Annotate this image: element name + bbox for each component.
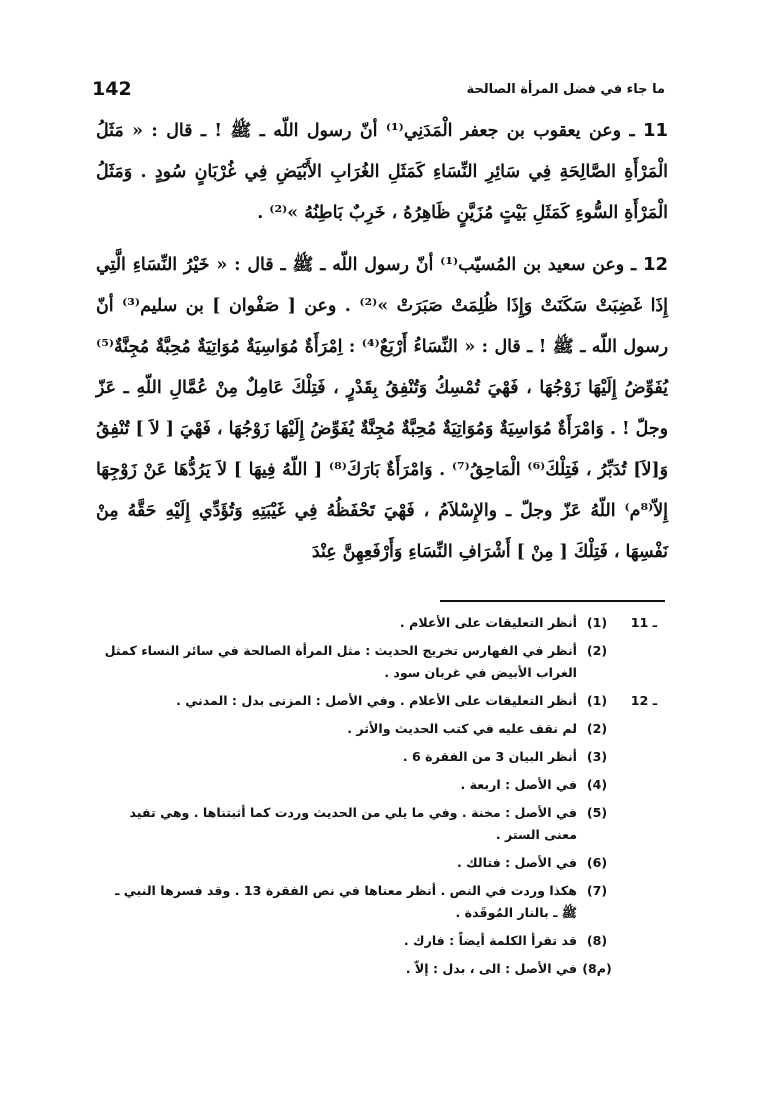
footnote-text: لم نقف عليه في كتب الحديث والأثر . bbox=[347, 721, 577, 736]
footnote-marker: (2) bbox=[586, 643, 608, 658]
footnote-marker: (4) bbox=[586, 777, 608, 792]
footnote-marker: (6) bbox=[586, 855, 608, 870]
footnote-marker: (7) bbox=[586, 883, 608, 898]
footnote-text: قد تقرأ الكلمة أيضاً : فارك . bbox=[403, 933, 577, 948]
paragraph-11 bbox=[96, 110, 668, 234]
footnote-text: هكذا وردت في النص . أنظر معناها في نص الفقرة 13 . وقد فسرها النبي ـ ﷺ ـ بالنار المُوقَدة . bbox=[115, 883, 577, 920]
footnote-text: أنظر البيان 3 من الفقرة 6 . bbox=[402, 749, 577, 764]
footnote-marker: (3) bbox=[586, 749, 608, 764]
footnote-item bbox=[104, 690, 657, 712]
paragraph-number: 11 bbox=[642, 120, 669, 141]
main-text bbox=[96, 110, 668, 583]
footnote-item bbox=[104, 802, 657, 846]
footnote-text: في الأصل : الى ، بدل : إلاّ . bbox=[405, 961, 577, 976]
footnote-item bbox=[104, 958, 657, 980]
footnote-text: في الأصل : اربعة . bbox=[460, 777, 577, 792]
running-title: ما جاء في فضل المرأة الصالحة bbox=[466, 81, 665, 97]
footnote-item bbox=[104, 612, 657, 634]
footnote-text: أنظر التعليقات على الأعلام . وفي الأصل : المزنى بدل : المدني . bbox=[176, 693, 577, 708]
footnote-marker: (1) bbox=[586, 615, 608, 630]
footnote-marker: (8م) bbox=[582, 961, 612, 976]
footnote-text: في الأصل : مخنة . وفي ما يلي من الحديث وردت كما أثبتناها . وهي تفيد معنى الستر . bbox=[129, 805, 577, 842]
footnote-item bbox=[104, 640, 657, 684]
footnote-text: في الأصل : فتالك . bbox=[456, 855, 577, 870]
footnote-item bbox=[104, 746, 657, 768]
footnote-text: أنظر في الفهارس تخريج الحديث : مثل المرأة الصالحة في سائر النساء كمثل الغراب الأبيض في غربان سود . bbox=[104, 643, 577, 680]
paragraph-text: ـ وعن سعيد بن المُسيّب⁽¹⁾ أنّ رسول اللّه ـ ﷺ ـ قال : « خَيْرُ النِّسَاءِ الَّتِي إِذَا غَضِبَتْ سَكَنَتْ وَإِذَا ظُلِمَتْ صَبَرَتْ »⁽²⁾ . وعن [ صَفْوان ] بن سليم⁽³⁾ أنّ رسول اللّه ـ ﷺ ! ـ قال : « النِّسَاءُ أَرْبَعٌ⁽⁴⁾ : اِمْرَأَةٌ مُوَاسِيَةٌ مُوَاتِيَةٌ مُحِبَّةٌ مُجِنَّةٌ⁽⁵⁾ يُفَوِّضُ إِلَيْهَا زَوْجُهَا ، فَهْيَ تُمْسِكُ وَتُنْفِقُ بِقَدْرٍ ، فَتِلْكَ عَامِلٌ مِنْ عُمَّالِ اللّهِ ـ عَزّ وجلّ ! . وَامْرَأَةٌ مُوَاسِيَةٌ وَمُوَاتِيَةٌ مُحِبَّةٌ مُجِنَّةٌ يُفَوِّضُ إِلَيْهَا زَوْجُهَا ، فَهْيَ [ لاَ ] تُنْفِقُ وَ[لاَ] تُدَبِّرُ ، فَتِلْكَ⁽⁶⁾ الْمَاحِقُ⁽⁷⁾ . وَامْرَأَةٌ بَارَكَ⁽⁸⁾ [ اللّهُ فِيهَا ] لاَ يَرُدُّهَا عَنْ زَوْجِهَا إِلاّ⁽⁸م⁾ اللّهُ عَزّ وجلّ ـ والإِسْلاَمُ ، فَهْيَ تَحْفَظُهُ فِي غَيْبَتِهِ وَتُؤَدِّي إِلَيْهِ حَقَّهُ مِنْ نَفْسِهَا ، فَتِلْكَ [ مِنْ ] أَشْرَافِ النِّسَاءِ وَأَرْفَعِهِنَّ عِنْدَ bbox=[96, 255, 668, 562]
footnote-marker: (2) bbox=[586, 721, 608, 736]
paragraph-text: ـ وعن يعقوب بن جعفر الْمَدَنِي⁽¹⁾ أنّ رسول اللّه ـ ﷺ ! ـ قال : « مَثَلُ الْمَرْأَةِ الصَّالِحَةِ فِي سَائِرِ النِّسَاءِ كَمَثَلِ الغُرَابِ الأَبْيَضِ فِي غُرْبَانٍ سُودٍ . وَمَثَلُ الْمَرْأَةِ السُّوءِ كَمَثَلِ بَيْتٍ مُزَيَّنٍ ظَاهِرُهُ ، خَرِبٌ بَاطِنُهُ »⁽²⁾ . bbox=[96, 121, 668, 223]
footnote-separator bbox=[440, 600, 665, 602]
footnote-group: 12 ـ bbox=[630, 693, 657, 708]
footnote-item bbox=[104, 718, 657, 740]
footnote-group: 11 ـ bbox=[630, 615, 657, 630]
footnote-item bbox=[104, 774, 657, 796]
footnote-item bbox=[104, 930, 657, 952]
paragraph-12 bbox=[96, 244, 668, 573]
footnotes bbox=[104, 612, 657, 986]
footnote-text: أنظر التعليقات على الأعلام . bbox=[399, 615, 577, 630]
page-header bbox=[92, 74, 665, 104]
footnote-item bbox=[104, 852, 657, 874]
paragraph-number: 12 bbox=[642, 254, 668, 275]
footnote-item bbox=[104, 880, 657, 924]
footnote-marker: (8) bbox=[586, 933, 608, 948]
footnote-marker: (1) bbox=[586, 693, 608, 708]
footnote-marker: (5) bbox=[586, 805, 608, 820]
page-number: 142 bbox=[92, 78, 132, 100]
